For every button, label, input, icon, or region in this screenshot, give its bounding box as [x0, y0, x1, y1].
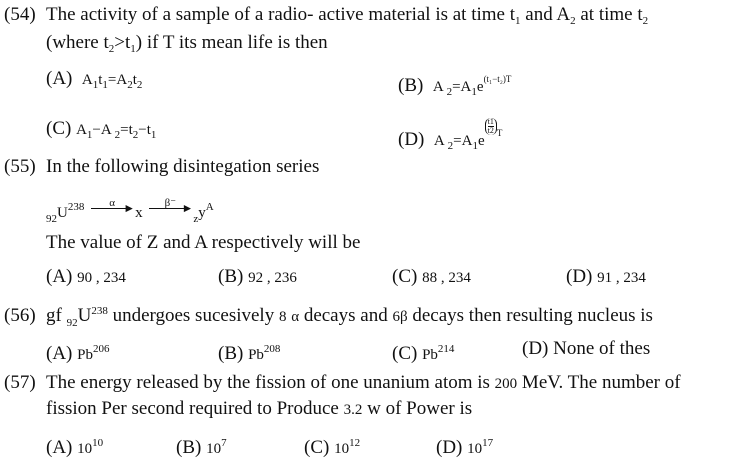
q54-option-b-formula: A $_2=A_1e^{(t_1-t_2)T}$: [432, 74, 512, 98]
alpha-arrow: α ►: [89, 196, 135, 218]
q57-option-b[interactable]: (B) $10^7$: [176, 437, 227, 458]
q55-stem: (55) In the following disintegation series: [4, 156, 320, 177]
q55-option-b[interactable]: (B) 92 , 236: [218, 266, 297, 287]
q54-option-a-formula: $A_1t_1=A_2t_2$: [81, 72, 143, 91]
q55-option-a[interactable]: (A) 90 , 234: [46, 266, 126, 287]
q55-subline: The value of Z and A respectively will be: [46, 232, 361, 253]
q57-option-d[interactable]: (D) $10^{17}$: [436, 437, 494, 458]
q54-option-c[interactable]: (C) $A_1-A$ $_2=t_2-t_1$: [46, 118, 157, 141]
q55-number: (55): [4, 156, 36, 177]
q55-decay-series: $_{92}U^{238}$ α ► x β⁻ ► $_zy^A$: [46, 197, 214, 225]
q54-option-b[interactable]: (B) A $_2=A_1e^{(t_1-t_2)T}$: [398, 74, 512, 98]
q57-option-c[interactable]: (C) $10^{12}$: [304, 437, 361, 458]
q56-option-b[interactable]: (B) Pb$^{208}$: [218, 343, 281, 364]
q54-number: (54): [4, 4, 36, 25]
q54-text-1a: The activity of a sample of a radio- active material is at time t: [46, 4, 516, 25]
q55-option-c[interactable]: (C) 88 , 234: [392, 266, 471, 287]
q56-option-a[interactable]: (A) Pb$^{206}$: [46, 343, 110, 364]
q54-option-d-formula: A $_2=A_1e$ $\frac{t1}{t2}$ $^T$: [433, 117, 503, 152]
q54-option-c-formula: $A_1-A$ $_2=t_2-t_1$: [76, 122, 157, 141]
q54-option-d[interactable]: (D) A $_2=A_1e$ $\frac{t1}{t2}$ $^T$: [398, 117, 503, 152]
q57-number: (57): [4, 372, 36, 393]
q56-stem: (56) gf $_{92}U^{238}$ undergoes sucesively 8 α decays and 6β decays then resulting nucleus is: [4, 305, 653, 329]
q54-stem-line1: (54) The activity of a sample of a radio- active material is at time $t_1$ and $A_2$ at time $t_2$: [4, 4, 649, 27]
q56-number: (56): [4, 305, 36, 326]
q55-option-d[interactable]: (D) 91 , 234: [566, 266, 646, 287]
q57-stem-line2: fission Per second required to Produce 3.2 w of Power is: [46, 398, 473, 419]
q57-stem-line1: (57) The energy released by the fission of one unanium atom is 200 MeV. The number of: [4, 372, 681, 393]
q54-stem-line2: (where $t_2>t_1$) if T its mean life is then: [46, 32, 328, 55]
q57-option-a[interactable]: (A) $10^{10}$: [46, 437, 104, 458]
q56-option-c[interactable]: (C) Pb$^{214}$: [392, 343, 455, 364]
q54-option-a[interactable]: (A) $A_1t_1=A_2t_2$: [46, 68, 143, 91]
q56-option-d[interactable]: (D) None of thes: [522, 338, 651, 359]
beta-arrow: β⁻ ►: [147, 196, 193, 218]
